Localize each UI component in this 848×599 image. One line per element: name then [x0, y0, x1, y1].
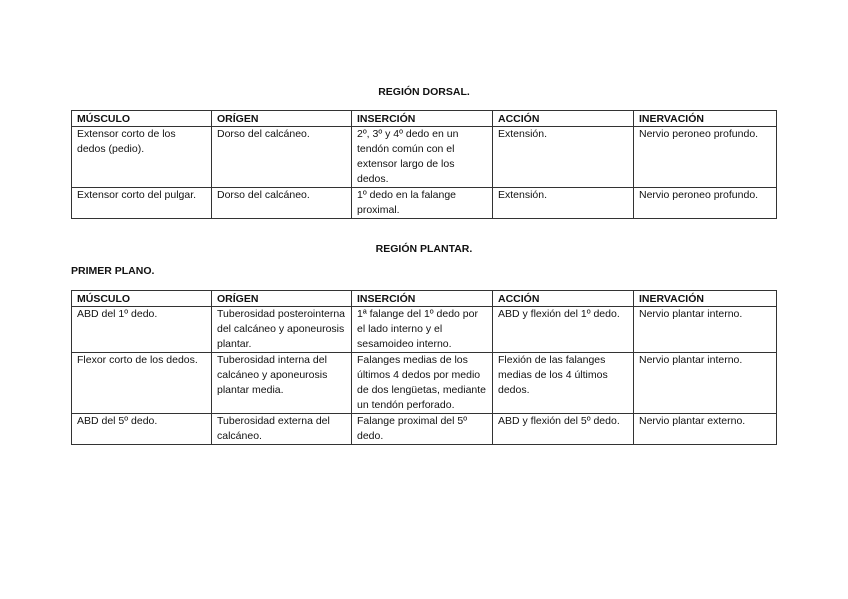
table-row — [72, 127, 777, 188]
header-innervation: INERVACIÓN — [634, 111, 777, 127]
cell-action: Flexión de las falanges medias de los 4 últimos dedos. — [493, 353, 634, 414]
cell-innervation: Nervio plantar interno. — [634, 353, 777, 414]
cell-innervation: Nervio peroneo profundo. — [634, 188, 777, 219]
cell-innervation: Nervio peroneo profundo. — [634, 127, 777, 188]
cell-innervation: Nervio plantar interno. — [634, 307, 777, 353]
table-header-row — [72, 111, 777, 127]
cell-origin: Dorso del calcáneo. — [212, 127, 352, 188]
plantar-region-title: REGIÓN PLANTAR. — [375, 243, 473, 255]
cell-action: Extensión. — [493, 127, 634, 188]
header-origin: ORÍGEN — [212, 111, 352, 127]
cell-innervation: Nervio plantar externo. — [634, 414, 777, 445]
cell-insertion: Falange proximal del 5º dedo. — [352, 414, 493, 445]
table-row — [72, 353, 777, 414]
cell-action: ABD y flexión del 5º dedo. — [493, 414, 634, 445]
cell-muscle: Extensor corto de los dedos (pedio). — [72, 127, 212, 188]
table-row — [72, 307, 777, 353]
cell-muscle: Flexor corto de los dedos. — [72, 353, 212, 414]
cell-muscle: ABD del 5º dedo. — [72, 414, 212, 445]
header-action: ACCIÓN — [493, 291, 634, 307]
cell-muscle: Extensor corto del pulgar. — [72, 188, 212, 219]
cell-origin: Tuberosidad interna del calcáneo y aponeurosis plantar media. — [212, 353, 352, 414]
table-row — [72, 188, 777, 219]
cell-action: Extensión. — [493, 188, 634, 219]
header-muscle: MÚSCULO — [72, 111, 212, 127]
header-muscle: MÚSCULO — [72, 291, 212, 307]
dorsal-muscles-table — [71, 110, 777, 219]
plantar-first-plane-subtitle: PRIMER PLANO. — [71, 265, 155, 277]
cell-insertion: 2º, 3º y 4º dedo en un tendón común con el extensor largo de los dedos. — [352, 127, 493, 188]
table-row — [72, 414, 777, 445]
cell-origin: Dorso del calcáneo. — [212, 188, 352, 219]
cell-action: ABD y flexión del 1º dedo. — [493, 307, 634, 353]
header-insertion: INSERCIÓN — [352, 111, 493, 127]
header-origin: ORÍGEN — [212, 291, 352, 307]
cell-insertion: 1ª falange del 1º dedo por el lado interno y el sesamoideo interno. — [352, 307, 493, 353]
dorsal-region-title: REGIÓN DORSAL. — [378, 86, 470, 98]
cell-muscle: ABD del 1º dedo. — [72, 307, 212, 353]
plantar-muscles-table — [71, 290, 777, 445]
header-innervation: INERVACIÓN — [634, 291, 777, 307]
header-insertion: INSERCIÓN — [352, 291, 493, 307]
header-action: ACCIÓN — [493, 111, 634, 127]
cell-origin: Tuberosidad posterointerna del calcáneo y aponeurosis plantar. — [212, 307, 352, 353]
cell-insertion: Falanges medias de los últimos 4 dedos por medio de dos lengüetas, mediante un tendón perforado. — [352, 353, 493, 414]
table-header-row — [72, 291, 777, 307]
cell-insertion: 1º dedo en la falange proximal. — [352, 188, 493, 219]
cell-origin: Tuberosidad externa del calcáneo. — [212, 414, 352, 445]
